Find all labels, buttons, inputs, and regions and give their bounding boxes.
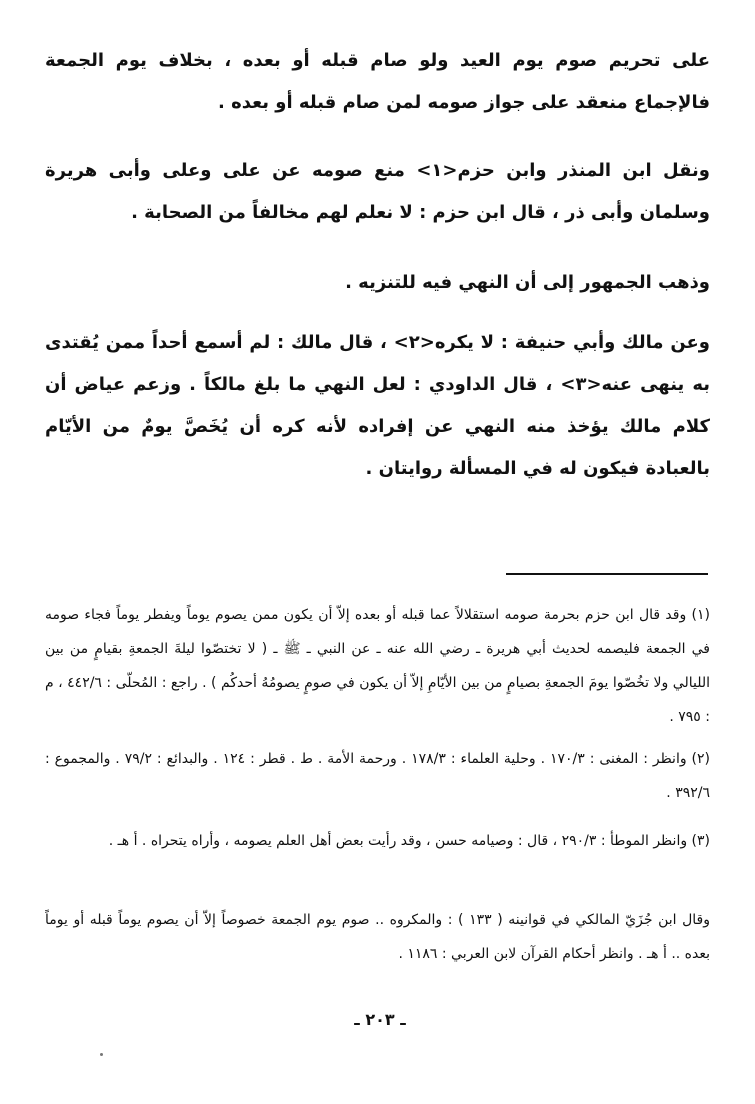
footnote: وقال ابن جُزَيّ المالكي في قوانينه ( ١٣٣ ) : والمكروه .. صوم يوم الجمعة خصوصاً إلاّ أن يصوم يوماً قبله أو يوماً بعده .. أ هـ . وانظر أحكام القرآن لابن العربي : ١١٨٦ . xyxy=(45,912,710,962)
footnote-separator xyxy=(506,573,708,575)
paragraph: على تحريم صوم يوم العيد ولو صام قبله أو بعده ، بخلاف يوم الجمعة فالإجماع منعقد على جواز صومه لمن صام قبله أو بعده . xyxy=(45,50,710,113)
paragraph: وذهب الجمهور إلى أن النهي فيه للتنزيه . xyxy=(345,272,710,293)
scan-speck xyxy=(100,1053,103,1056)
footnote: (٢) وانظر : المغنى : ١٧٠/٣ . وحلية العلماء : ١٧٨/٣ . ورحمة الأمة . ط . قطر : ١٢٤ . والبدائع : ٧٩/٢ . والمجموع : ٣٩٢/٦ . xyxy=(45,751,710,801)
paragraph: وعن مالك وأبي حنيفة : لا يكره<٢> ، قال مالك : لم أسمع أحداً ممن يُقتدى به ينهى عنه<٣> ، قال الداودي : لعل النهي ما بلغ مالكاً . وزعم عياض أن كلام مالك يؤخذ منه النهي عن إفراده لأنه كره أن يُخَصَّ يومٌ من الأيّام بالعبادة فيكون له في المسألة روايتان . xyxy=(45,332,710,479)
footnote: (١) وقد قال ابن حزم بحرمة صومه استقلالاً عما قبله أو بعده إلاّ أن يكون ممن يصوم يوماً ويفطر يوماً فجاء صومه في الجمعة فليصمه لحديث أبي هريرة ـ رضي الله عنه ـ عن النبي ـ ﷺ ـ ( لا تختصّوا ليلةَ الجمعةِ بقيامٍ من بين الليالي ولا تخُصّوا يومَ الجمعةِ بصيامٍ من بين الأيّامِ إلاّ أن يكون في صومٍ يصومُهُ أحدكُم ) . راجع : المُحلّى : ٤٤٢/٦ ، م : ٧٩٥ . xyxy=(45,607,710,725)
paragraph: ونقل ابن المنذر وابن حزم<١> منع صومه عن على وعلى وأبى هريرة وسلمان وأبى ذر ، قال ابن حزم : لا نعلم لهم مخالفاً من الصحابة . xyxy=(45,160,710,223)
page-number: ـ ٢٠٣ ـ xyxy=(354,1010,406,1029)
footnote: (٣) وانظر الموطأ : ٢٩٠/٣ ، قال : وصيامه حسن ، وقد رأيت بعض أهل العلم يصومه ، وأراه يتحراه . أ هـ . xyxy=(108,833,710,849)
